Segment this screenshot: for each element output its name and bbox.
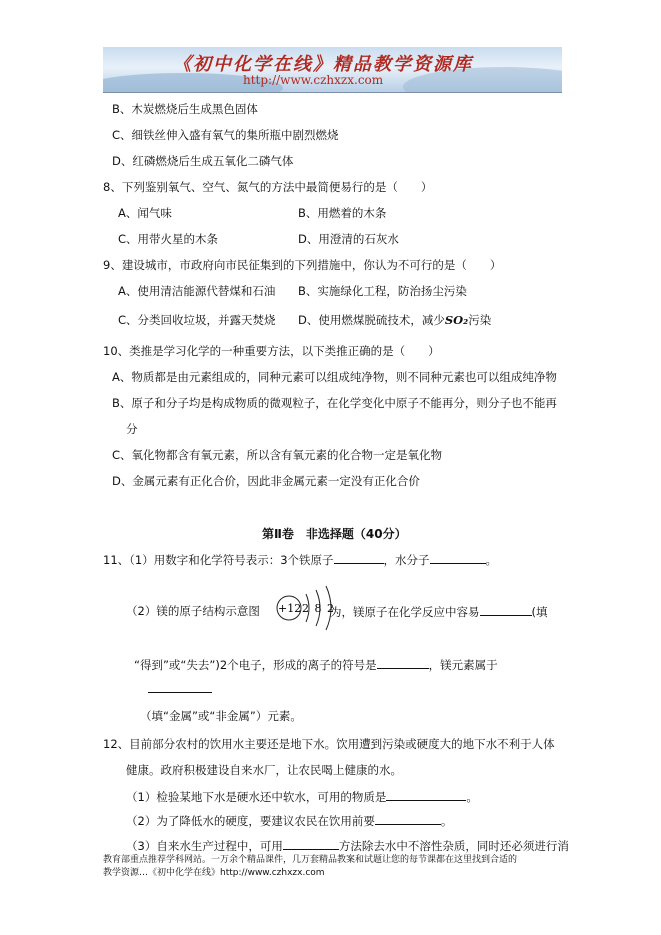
q12-stem-line2: 健康。政府积极建设自来水厂，让农民喝上健康的水。 — [126, 763, 402, 777]
q11-part1-text: 11、（1）用数字和化学符号表示：3个铁原子 — [103, 553, 334, 567]
q7-option-d: D、红磷燃烧后生成五氧化二磷气体 — [112, 154, 294, 168]
nucleus-charge: +12 — [278, 602, 302, 615]
footer-line2-text: 教学资源…《初中化学在线》 — [103, 868, 221, 878]
answer-blank-gain-lose[interactable] — [480, 604, 532, 616]
so2-formula: SO₂ — [444, 313, 469, 327]
q9-option-b: B、实施绿化工程，防治扬尘污染 — [298, 284, 467, 298]
answer-blank-filter-method[interactable] — [283, 838, 339, 850]
answer-blank-reduce-hardness[interactable] — [375, 813, 441, 825]
answer-blank-iron-atoms[interactable] — [334, 552, 384, 564]
q11-part2-line3 — [148, 681, 212, 696]
q9-stem: 9、建设城市，市政府向市民征集到的下列措施中，你认为不可行的是（ ） — [103, 258, 502, 272]
q10-option-c: C、氧化物都含有氧元素，所以含有氧元素的化合物一定是氧化物 — [112, 448, 443, 462]
answer-blank-element-type[interactable] — [148, 681, 212, 693]
q12-part2-end: 。 — [440, 814, 453, 828]
q9-option-a: A、使用清洁能源代替煤和石油 — [118, 284, 276, 298]
q7-option-c: C、细铁丝伸入盛有氧气的集所瓶中剧烈燃烧 — [112, 128, 339, 142]
q9-option-d-suffix: 污染 — [468, 313, 492, 327]
q8-option-c: C、用带火星的木条 — [118, 232, 219, 246]
section-heading: 第Ⅱ卷 非选择题（40分） — [262, 527, 407, 541]
answer-blank-ion-symbol[interactable] — [377, 657, 429, 669]
q11-part2-line4: （填“金属”或“非金属”）元素。 — [140, 709, 302, 723]
q10-option-d: D、金属元素有正化合价，因此非金属元素一定没有正化合价 — [112, 474, 420, 488]
q8-stem: 8、下列鉴别氧气、空气、氮气的方法中最简便易行的是（ ） — [103, 180, 433, 194]
q12-part1 — [126, 789, 478, 804]
q11-part2-text: 为，镁原子在化学反应中容易 — [330, 605, 480, 619]
q8-option-a: A、闻气味 — [118, 206, 172, 220]
q12-part3-end: 方法除去水中不溶性杂质，同时还必须进行消 — [338, 839, 569, 853]
footer-url[interactable]: http://www.czhxzx.com — [220, 868, 325, 878]
q12-part2-text: （2）为了降低水的硬度，要建议农民在饮用前要 — [126, 814, 375, 828]
answer-blank-water-molecules[interactable] — [430, 552, 486, 564]
q8-option-d: D、用澄清的石灰水 — [298, 232, 399, 246]
q12-stem-line1: 12、目前部分农村的饮用水主要还是地下水。饮用遭到污染或硬度大的地下水不利于人体 — [103, 737, 555, 751]
footer-line2 — [103, 868, 325, 879]
header-banner — [103, 47, 562, 93]
q9-option-c: C、分类回收垃圾，并露天焚烧 — [118, 313, 276, 327]
q10-option-a: A、物质都是由元素组成的，同种元素可以组成纯净物，则不同种元素也可以组成纯净物 — [112, 370, 557, 384]
q10-option-b: B、原子和分子均是构成物质的微观粒子，在化学变化中原子不能再分，则分子也不能再 — [112, 396, 557, 410]
q7-option-b: B、木炭燃烧后生成黑色固体 — [112, 102, 258, 116]
q11-part2-line2 — [134, 657, 498, 672]
q11-part2-label: （2）镁的原子结构示意图 — [126, 604, 260, 618]
q12-part3-text: （3）自来水生产过程中，可用 — [126, 839, 283, 853]
footer-line1: 教育部重点推荐学科网站。一万余个精品课件，几万套精品教案和试题让您的每节课都在这里找到合适的 — [103, 855, 518, 865]
q11-part2-line2-end: ，镁元素属于 — [428, 658, 498, 672]
q10-stem: 10、类推是学习化学的一种重要方法，以下类推正确的是（ ） — [103, 344, 440, 358]
q12-part2 — [126, 813, 452, 828]
q11-part2-cont — [330, 604, 548, 619]
q12-part1-end: 。 — [466, 790, 478, 804]
q8-option-b: B、用燃着的木条 — [298, 206, 387, 220]
electron-counts: 2 8 2 — [302, 602, 335, 615]
banner-title: 《初中化学在线》精品教学资源库 — [173, 54, 473, 75]
q9-option-d — [298, 313, 491, 327]
q11-part2-line2-text: “得到”或“失去”)2个电子，形成的离子的符号是 — [134, 658, 377, 672]
banner-url[interactable]: http://www.czhxzx.com — [243, 73, 384, 87]
q12-part3 — [126, 838, 569, 853]
answer-blank-hard-water-test[interactable] — [386, 789, 466, 801]
q11-part2-end: (填 — [531, 605, 548, 619]
magnesium-atom-diagram — [268, 582, 338, 632]
q10-option-b-continued: 分 — [126, 422, 138, 436]
q11-part1-mid: ，水分子 — [383, 553, 430, 567]
q9-option-d-text: D、使用燃煤脱硫技术，减少 — [298, 313, 445, 327]
q11-part1-end: 。 — [485, 553, 498, 567]
q11-part1 — [103, 552, 497, 567]
q12-part1-text: （1）检验某地下水是硬水还中软水，可用的物质是 — [126, 790, 387, 804]
